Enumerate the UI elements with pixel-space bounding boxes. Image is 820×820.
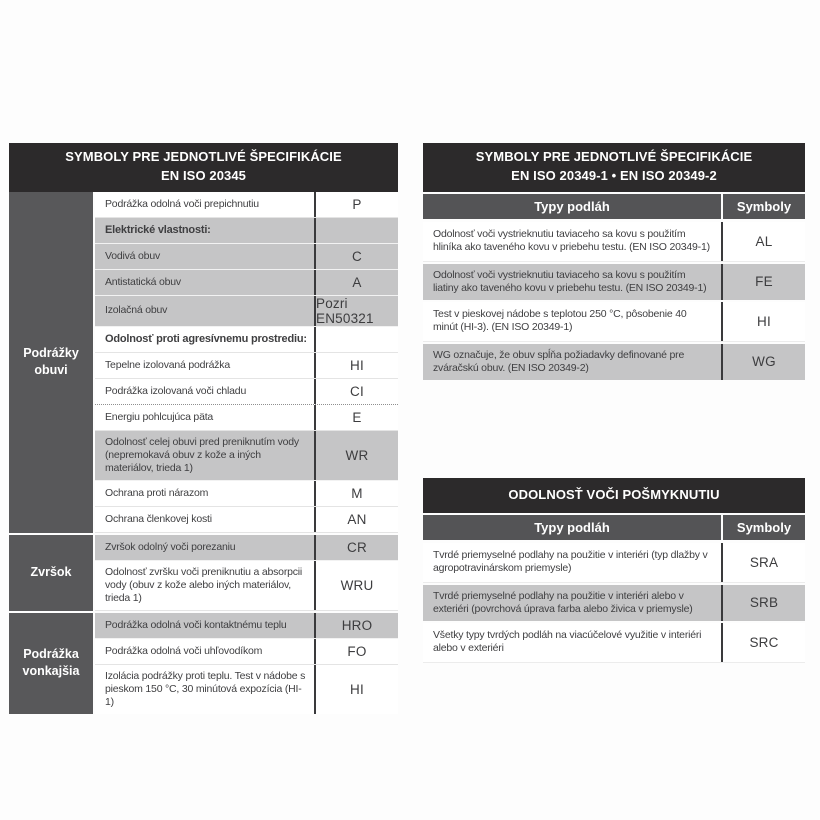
table-row xyxy=(95,561,398,611)
row-symbol: WR xyxy=(314,431,398,480)
column-header-floor-types: Typy podláh xyxy=(534,519,610,535)
row-symbol: AN xyxy=(314,507,398,532)
row-description: Ochrana členkovej kosti xyxy=(105,512,212,525)
category-cell: Podrážky obuvi xyxy=(9,192,95,533)
table-row xyxy=(95,665,398,714)
table-row xyxy=(95,218,398,244)
table-row xyxy=(423,623,805,663)
row-description: Odolnosť proti agresívnemu prostrediu: xyxy=(105,332,307,345)
column-header-row xyxy=(423,515,805,543)
row-symbol: SRC xyxy=(721,623,805,662)
en-iso-20349-table xyxy=(423,143,805,382)
row-symbol: A xyxy=(314,270,398,295)
table-group xyxy=(9,192,398,535)
row-description: Elektrické vlastnosti: xyxy=(105,223,211,236)
row-description: Antistatická obuv xyxy=(105,275,181,288)
category-cell: Podrážka vonkajšia xyxy=(9,613,95,714)
row-symbol: M xyxy=(314,481,398,506)
table-row xyxy=(95,639,398,665)
table-title xyxy=(423,143,805,192)
table-row xyxy=(95,244,398,270)
row-description: Odolnosť voči vystrieknutiu taviaceho sa kovu s použitím liatiny ako taveného kovu v priebehu testu. (EN ISO 20349-1) xyxy=(433,268,707,294)
row-description: Ochrana proti nárazom xyxy=(105,486,209,499)
row-description: Vodivá obuv xyxy=(105,249,161,262)
row-symbol: AL xyxy=(721,222,805,261)
row-symbol: HRO xyxy=(314,613,398,638)
table-row xyxy=(423,302,805,342)
row-description: Tvrdé priemyselné podlahy na použitie v interiéri (typ dlažby v agropotravinárskom priemysle) xyxy=(433,549,708,575)
table-row xyxy=(95,353,398,379)
row-symbol: CI xyxy=(314,379,398,404)
table-row xyxy=(423,262,805,302)
table-group xyxy=(9,535,398,613)
table-row xyxy=(423,342,805,382)
row-description: Podrážka izolovaná voči chladu xyxy=(105,384,247,397)
row-description: Test v pieskovej nádobe s teplotou 250 °C, pôsobenie 40 minút (HI-3). (EN ISO 20349-1) xyxy=(433,308,687,334)
table-title-line2: EN ISO 20345 xyxy=(160,167,247,183)
table-row xyxy=(95,613,398,639)
table-row xyxy=(95,405,398,431)
category-cell: Zvršok xyxy=(9,535,95,611)
table-body xyxy=(423,222,805,382)
column-header-row xyxy=(423,194,805,222)
row-symbol: SRB xyxy=(721,585,805,621)
slip-resistance-table xyxy=(423,478,805,663)
group-rows xyxy=(95,192,398,533)
row-symbol: HI xyxy=(314,665,398,714)
row-description: Izolačná obuv xyxy=(105,304,168,317)
table-title-line2: EN ISO 20349-1 • EN ISO 20349-2 xyxy=(511,167,717,183)
row-symbol xyxy=(314,327,398,352)
row-symbol: C xyxy=(314,244,398,269)
row-description: Zvršok odolný voči porezaniu xyxy=(105,540,236,553)
row-symbol: P xyxy=(314,192,398,217)
table-row xyxy=(95,270,398,296)
table-body xyxy=(423,543,805,663)
table-row xyxy=(423,543,805,583)
en-iso-20345-table xyxy=(9,143,398,716)
table-row xyxy=(423,583,805,623)
table-row xyxy=(95,192,398,218)
table-row xyxy=(95,296,398,327)
row-symbol: FO xyxy=(314,639,398,664)
row-description: Izolácia podrážky proti teplu. Test v nádobe s pieskom 150 °C, 30 minútová expozícia (HI-1) xyxy=(105,669,306,708)
row-symbol: Pozri EN50321 xyxy=(314,296,398,326)
table-row xyxy=(423,222,805,262)
table-body xyxy=(9,192,398,716)
row-description: Odolnosť voči vystrieknutiu taviaceho sa kovu s použitím hliníka ako taveného kovu v priebehu testu. (EN ISO 20349-1) xyxy=(433,228,710,254)
row-description: WG označuje, že obuv spĺňa požiadavky definované pre zváračskú obuv. (EN ISO 20349-2) xyxy=(433,348,685,374)
table-title-line1: ODOLNOSŤ VOČI POŠMYKNUTIU xyxy=(508,487,720,502)
row-description: Odolnosť celej obuvi pred preniknutím vody (nepremokavá obuv z kože a iných materiálov, trieda 1) xyxy=(105,435,299,474)
row-symbol: CR xyxy=(314,535,398,560)
table-row xyxy=(95,379,398,405)
table-title xyxy=(9,143,398,192)
row-symbol: HI xyxy=(721,302,805,341)
row-symbol: WG xyxy=(721,344,805,380)
row-symbol: SRA xyxy=(721,543,805,582)
group-rows xyxy=(95,535,398,611)
row-description: Podrážka odolná voči kontaktnému teplu xyxy=(105,618,287,631)
table-row xyxy=(95,327,398,353)
row-symbol: HI xyxy=(314,353,398,378)
row-symbol: FE xyxy=(721,264,805,300)
row-description: Tvrdé priemyselné podlahy na použitie v interiéri alebo v exteriéri (povrchová úprava farba alebo živica v priemysle) xyxy=(433,589,693,615)
row-description: Energiu pohlcujúca päta xyxy=(105,410,214,423)
column-header-floor-types: Typy podláh xyxy=(534,198,610,214)
column-header-symbols: Symboly xyxy=(721,194,805,219)
row-description: Tepelne izolovaná podrážka xyxy=(105,358,230,371)
table-title-line1: SYMBOLY PRE JEDNOTLIVÉ ŠPECIFIKÁCIE xyxy=(65,149,342,164)
row-description: Podrážka odolná voči uhľovodíkom xyxy=(105,644,263,657)
row-description: Odolnosť zvršku voči preniknutiu a absorpcii vody (obuv z kože alebo iných materiálov, trieda 1) xyxy=(105,565,303,604)
row-description: Všetky typy tvrdých podláh na viacúčelové využitie v interiéri alebo v exteriéri xyxy=(433,629,702,655)
row-symbol xyxy=(314,218,398,243)
table-row xyxy=(95,535,398,561)
table-row xyxy=(95,431,398,481)
row-description: Podrážka odolná voči prepichnutiu xyxy=(105,197,259,210)
row-symbol: WRU xyxy=(314,561,398,610)
table-group xyxy=(9,613,398,716)
table-row xyxy=(95,507,398,533)
table-title-line1: SYMBOLY PRE JEDNOTLIVÉ ŠPECIFIKÁCIE xyxy=(475,149,753,164)
row-symbol: E xyxy=(314,405,398,430)
table-row xyxy=(95,481,398,507)
column-header-symbols: Symboly xyxy=(721,515,805,540)
table-title xyxy=(423,478,805,513)
group-rows xyxy=(95,613,398,714)
